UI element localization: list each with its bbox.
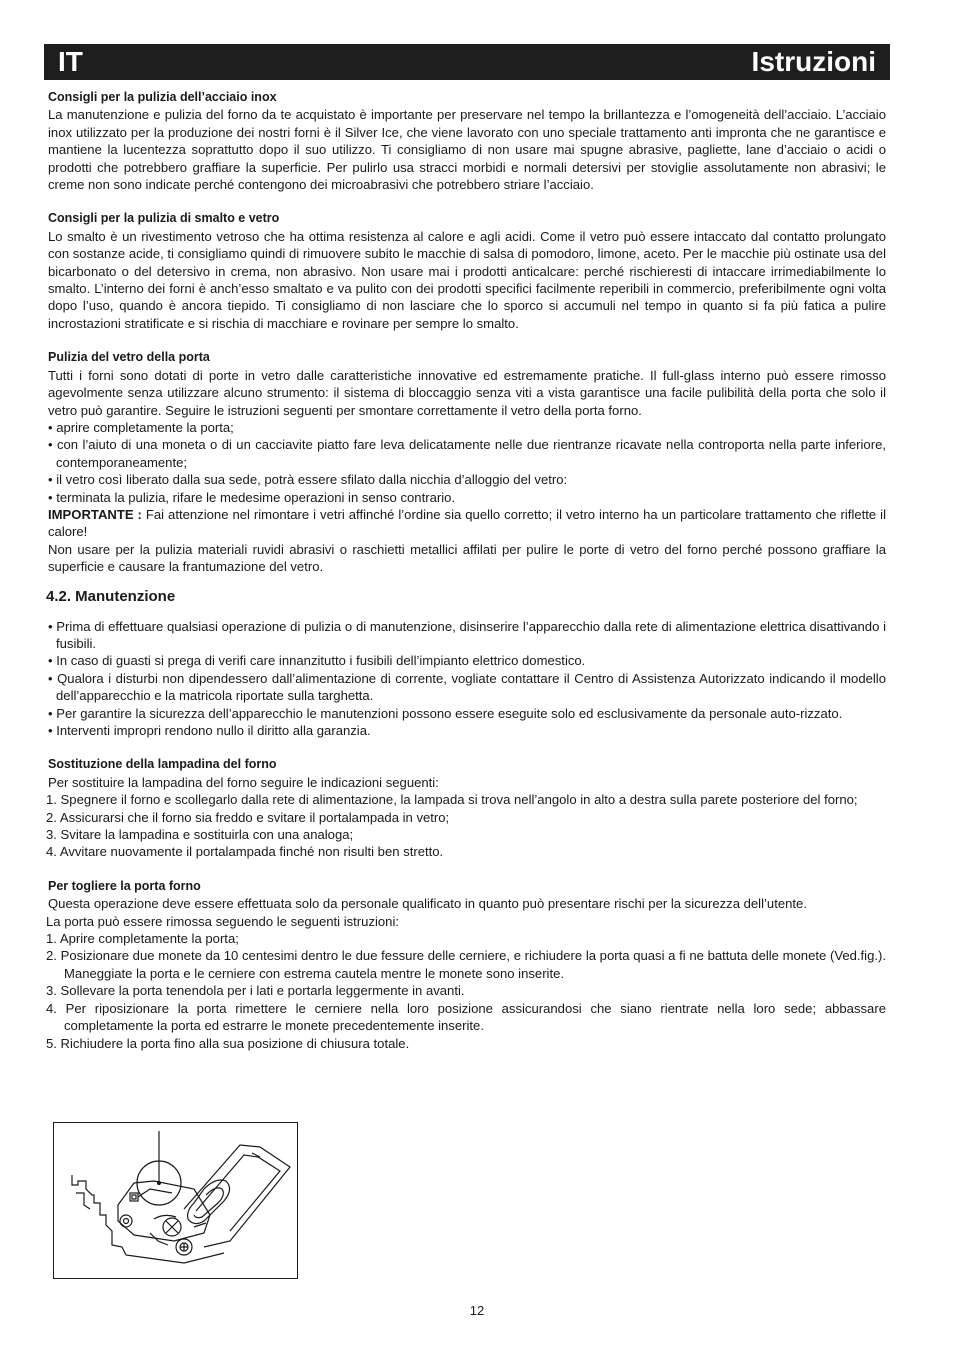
paragraph-door-glass: Tutti i forni sono dotati di porte in vetro dalle caratteristiche innovative ed estremamente pratiche. Il full-glass interno può essere rimosso agevolmente senza utilizzare alcuno strumento: il sistema di bloccaggio senza viti a vista garantisce una facile pulibilità della porta che solo il vetro può garantire. Seguire le istruzioni seguenti per smontare correttamente il vetro della porta forno. [48,367,886,418]
important-text: Fai attenzione nel rimontare i vetri affinché l’ordine sia quello corretto; il vetro interno ha un particolare trattamento che riflette il calore! [48,506,886,540]
step-item: 5. Richiudere la porta fino alla sua posizione di chiusura totale. [46,1035,410,1051]
important-label: IMPORTANTE : [48,506,142,522]
step-item: 4. Avvitare nuovamente il portalampada finché non risulti ben stretto. [46,844,444,860]
document-body [46,89,886,1052]
door-hinge-figure [53,1122,298,1279]
list-item: • Prima di effettuare qualsiasi operazione di pulizia o di manutenzione, disinserire l’apparecchio dalla rete di alimentazione elettrica disattivando i fusibili. [48,618,886,651]
language-code: IT [58,46,83,77]
section-heading-lamp: Sostituzione della lampadina del forno [48,757,277,772]
list-item: • terminata la pulizia, rifare le medesime operazioni in senso contrario. [48,489,456,505]
step-item: 2. Posizionare due monete da 10 centesimi dentro le due fessure delle cerniere, e richiudere la porta quasi a fi ne battuta delle monete (Ved.fig.). Maneggiate la porta e le cerniere con estrema cautela mentre le monete sono inserite. [46,948,886,981]
page-title: Istruzioni [751,46,876,77]
list-item: • Interventi impropri rendono nullo il diritto alla garanzia. [48,723,371,738]
paragraph-steel: La manutenzione e pulizia del forno da te acquistato è importante per preservare nel tempo la brillantezza e l’omogeneità dell’acciaio. L’acciaio inox utilizzato per la produzione dei nostri forni è il Silver Ice, che viene lavorato con uno speciale trattamento anti impronta che ne garantisce e mantiene la lucentezza soprattutto dopo il suo utilizzo. Ti consigliamo di non usare mai spugne abrasive, pagliette, lane d’acciaio o acidi o prodotti che potrebbero graffiare la superficie. Per pulirlo usa stracci morbidi e normali detersivi per stoviglie assolutamente non abrasivi; le creme non sono indicate perché contengono dei microabrasivi che potrebbero striare l’acciaio. [48,107,886,193]
important-note [46,506,886,541]
step-item: 2. Assicurarsi che il forno sia freddo e svitare il portalampada in vetro; [46,809,450,825]
hinge-diagram [54,1123,299,1280]
step-item: 1. Aprire completamente la porta; [46,931,239,947]
door-removal-intro: Questa operazione deve essere effettuata solo da personale qualificato in quanto può presentare rischi per la sicurezza dell’utente. [48,896,807,912]
paragraph-abrasive-warning: Non usare per la pulizia materiali ruvidi abrasivi o raschietti metallici affilati per pulire le porte di vetro del forno perché possono graffiare la superficie e causare la frantumazione del vetro. [48,541,886,575]
step-item: 1. Spegnere il forno e scollegarlo dalla rete di alimentazione, la lampada si trova nell’angolo in alto a destra sulla parete posteriore del forno; [46,792,858,808]
section-heading-door-removal: Per togliere la porta forno [48,878,201,893]
page-number: 12 [469,1303,485,1318]
step-item: 3. Sollevare la porta tenendola per i lati e portarla leggermente in avanti. [46,983,465,999]
paragraph-enamel: Lo smalto è un rivestimento vetroso che ha ottima resistenza al calore e agli acidi. Come il vetro può essere intaccato dal contatto prolungato con sostanze acide, ti consigliamo quindi di rimuovere subito le macchie di salsa di pomodoro, limone, aceto. Per le macchie più ostinate usa del bicarbonato o del detersivo in crema, non abrasivo. Non usare mai i prodotti anticalcare: perché rischieresti di intaccare irrimediabilmente lo smalto. L’interno dei forni è anch’esso smaltato e va pulito con dei prodotti specifici facilmente reperibili in commercio, preferibilmente ogni volta dopo l’uso, quando è ancora tiepido. Ti consigliamo di non lasciare che lo sporco si accumuli nel tempo in quanto si fa più fatica a pulire incrostazioni stratificate e si rischia di macchiare e rovinare per sempre lo smalto. [48,228,886,331]
section-heading-steel: Consigli per la pulizia dell’acciaio inox [48,90,277,104]
section-heading-door-glass: Pulizia del vetro della porta [48,350,210,365]
section-heading-enamel: Consigli per la pulizia di smalto e vetro [48,211,280,226]
list-item: • aprire completamente la porta; [48,419,234,435]
page-header [44,44,890,80]
lamp-intro: Per sostituire la lampadina del forno seguire le indicazioni seguenti: [48,774,439,790]
section-title-maintenance: 4.2. Manutenzione [46,587,176,605]
step-item: 3. Svitare la lampadina e sostituirla con una analoga; [46,827,354,843]
step-item: 4. Per riposizionare la porta rimettere le cerniere nella loro posizione assicurandosi che siano rientrate nella loro sede; abbassare completamente la porta ed estrarre le monete precedentemente inserite. [46,1000,886,1034]
list-item: • In caso di guasti si prega di verifi care innanzitutto i fusibili dell’impianto elettrico domestico. [48,653,586,669]
list-item: • Qualora i disturbi non dipendessero dall’alimentazione di corrente, vogliate contattare il Centro di Assistenza Autorizzato indicando il modello dell’apparecchio e la matricola riportate sulla targhetta. [48,670,886,704]
door-removal-intro-2: La porta può essere rimossa seguendo le seguenti istruzioni: [46,913,400,929]
list-item: • con l’aiuto di una moneta o di un cacciavite piatto fare leva delicatamente nelle due rientranze ricavate nella controporta nella parte inferiore, contemporaneamente; [48,437,886,470]
list-item: • il vetro così liberato dalla sua sede, potrà essere sfilato dalla nicchia d’alloggio del vetro: [48,472,568,488]
list-item: • Per garantire la sicurezza dell’apparecchio le manutenzioni possono essere eseguite solo ed esclusivamente da personale auto-rizzato. [48,705,843,721]
